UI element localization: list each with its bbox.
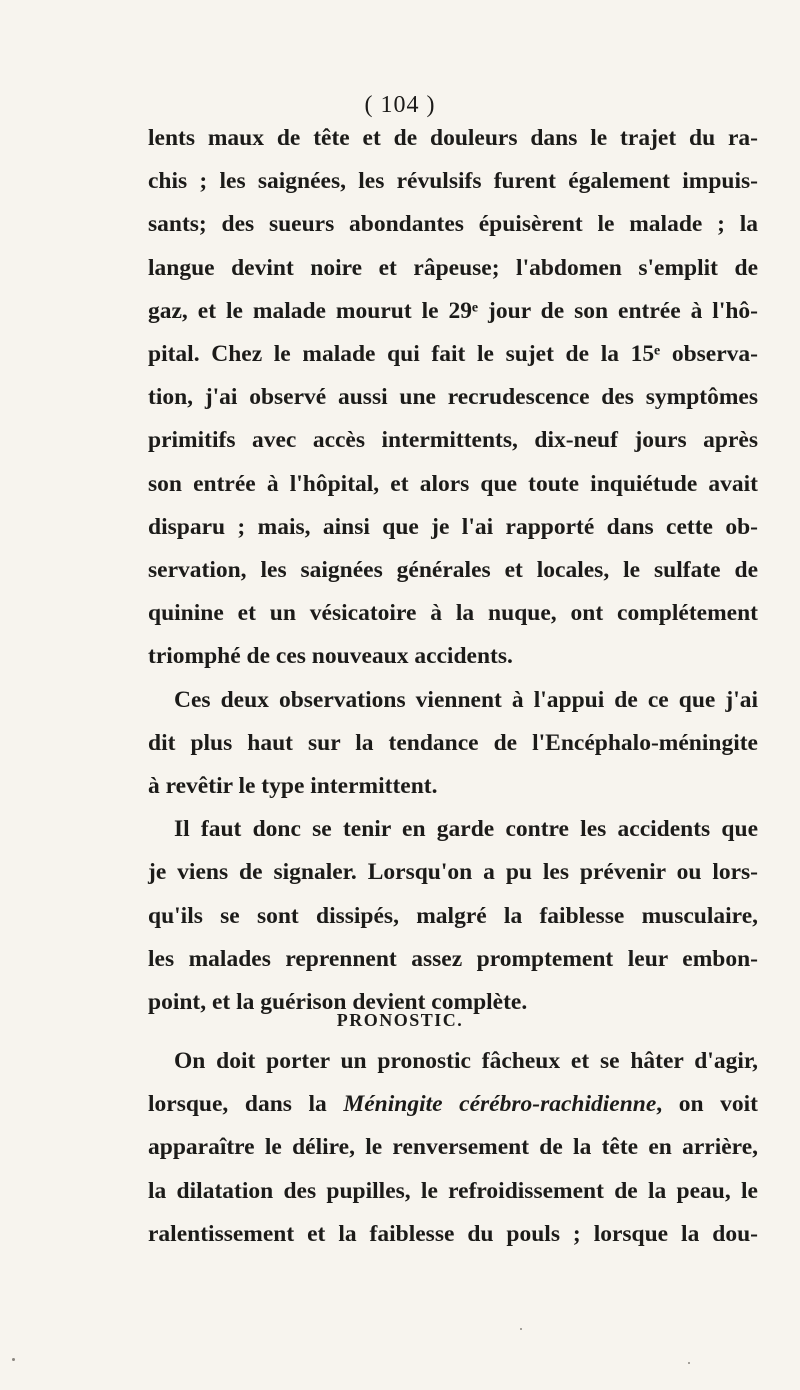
body-text <box>148 117 758 1024</box>
text-line: primitifs avec accès intermittents, dix-neuf jours après <box>148 427 758 454</box>
text-line: sants; des sueurs abondantes épuisèrent le malade ; la <box>148 211 758 238</box>
text-line: chis ; les saignées, les révulsifs furent également impuis- <box>148 168 758 195</box>
text-line: dit plus haut sur la tendance de l'Encéphalo-méningite <box>148 729 758 756</box>
text-line: ralentissement et la faiblesse du pouls ; lorsque la dou- <box>148 1220 758 1247</box>
text-line: quinine et un vésicatoire à la nuque, ont complétement <box>148 600 758 627</box>
text-line: qu'ils se sont dissipés, malgré la faiblesse musculaire, <box>148 902 758 929</box>
text-line: je viens de signaler. Lorsqu'on a pu les prévenir ou lors- <box>148 859 758 886</box>
text-line: gaz, et le malade mourut le 29ᵉ jour de son entrée à l'hô- <box>148 297 758 324</box>
text-fragment: , on voit <box>656 1091 758 1118</box>
text-line: les malades reprennent assez promptement leur embon- <box>148 945 758 972</box>
paper-speck <box>520 1328 522 1330</box>
text-line: pital. Chez le malade qui fait le sujet de la 15ᵉ observa- <box>148 341 758 368</box>
text-line: Il faut donc se tenir en garde contre les accidents que <box>174 816 758 843</box>
text-line: On doit porter un pronostic fâcheux et se hâter d'agir, <box>174 1048 758 1074</box>
page-number: ( 104 ) <box>364 92 436 118</box>
text-line: langue devint noire et râpeuse; l'abdomen s'emplit de <box>148 254 758 281</box>
text-line: son entrée à l'hôpital, et alors que toute inquiétude avait <box>148 470 758 497</box>
text-line: lents maux de tête et de douleurs dans le trajet du ra- <box>148 125 758 151</box>
text-line: la dilatation des pupilles, le refroidissement de la peau, le <box>148 1177 758 1204</box>
paper-speck <box>688 1362 690 1364</box>
text-line: Ces deux observations viennent à l'appui de ce que j'ai <box>174 686 758 713</box>
text-line: triomphé de ces nouveaux accidents. <box>148 643 513 670</box>
text-line: servation, les saignées générales et locales, le sulfate de <box>148 557 758 584</box>
text-line: point, et la guérison devient complète. <box>148 989 528 1016</box>
text-line <box>148 1083 758 1126</box>
text-line: à revêtir le type intermittent. <box>148 773 438 800</box>
paper-speck <box>12 1358 15 1361</box>
text-line: tion, j'ai observé aussi une recrudescence des symptômes <box>148 384 758 411</box>
italic-term: Méningite cérébro-rachidienne <box>343 1091 657 1118</box>
section-heading: PRONOSTIC. <box>336 1010 464 1030</box>
text-fragment: lorsque, dans la <box>148 1091 344 1118</box>
prognosis-text <box>148 1040 758 1256</box>
text-line: apparaître le délire, le renversement de la tête en arrière, <box>148 1134 758 1161</box>
text-line: disparu ; mais, ainsi que je l'ai rapporté dans cette ob- <box>148 513 758 540</box>
